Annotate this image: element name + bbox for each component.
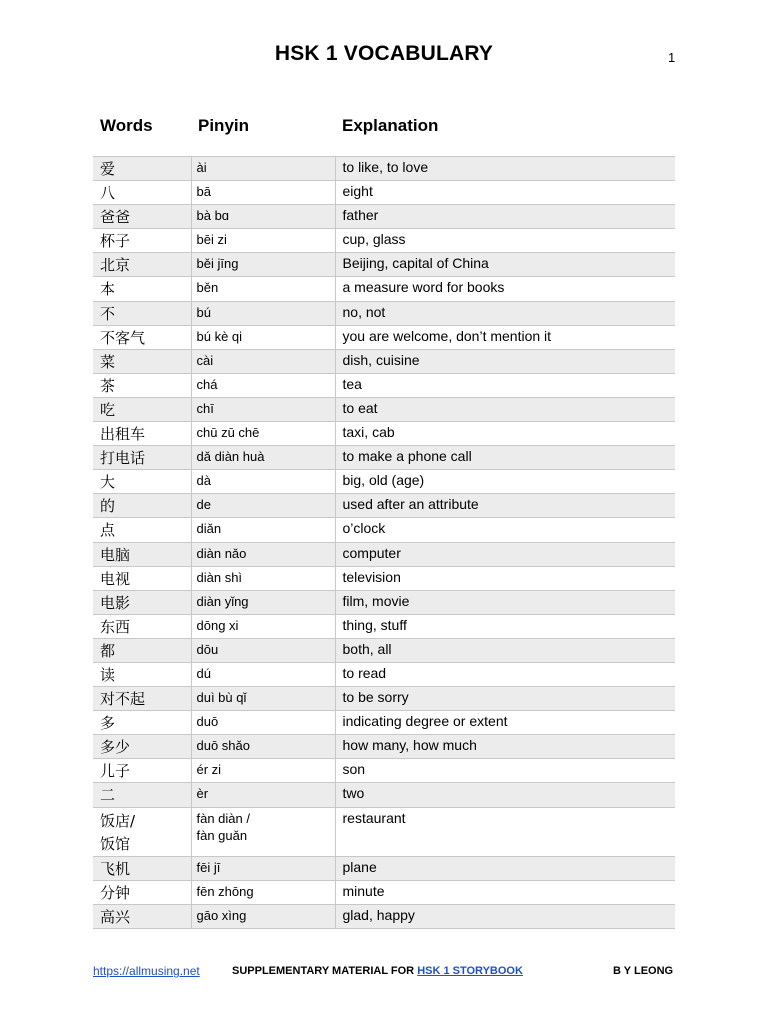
supplementary-note [232,965,523,977]
word-text: 儿子 [100,762,131,781]
word-text: 大 [100,473,116,492]
explanation-cell: tea [335,373,675,397]
pinyin-text: diàn yǐng [196,593,249,609]
explanation-cell: two [335,783,675,807]
explanation-cell: o’clock [335,518,675,542]
explanation-cell: no, not [335,301,675,325]
pinyin-text-line2: fàn guǎn [196,827,248,843]
word-cell [93,349,191,373]
word-text: 电视 [100,569,131,588]
word-text: 吃 [100,400,116,419]
pinyin-cell [191,229,335,253]
pinyin-cell [191,422,335,446]
word-cell [93,205,191,229]
table-row [93,542,675,566]
word-text-line2: 饭馆 [100,834,131,853]
pinyin-cell [191,349,335,373]
column-headers [0,116,768,138]
table-row [93,638,675,662]
pinyin-cell [191,711,335,735]
pinyin-cell [191,590,335,614]
word-cell [93,566,191,590]
table-row [93,518,675,542]
pinyin-cell [191,518,335,542]
word-cell [93,301,191,325]
supplementary-text: SUPPLEMENTARY MATERIAL FOR [232,965,415,977]
word-text: 八 [100,184,116,203]
pinyin-cell [191,783,335,807]
pinyin-cell [191,157,335,181]
word-cell [93,880,191,904]
pinyin-cell [191,856,335,880]
page-number: 1 [668,50,676,65]
table-row [93,325,675,349]
word-cell [93,253,191,277]
table-row [93,446,675,470]
word-text: 茶 [100,376,116,395]
pinyin-cell [191,253,335,277]
pinyin-cell [191,446,335,470]
pinyin-text: dǎ diàn huà [196,449,265,465]
word-cell [93,662,191,686]
word-text: 二 [100,786,116,805]
table-row [93,614,675,638]
explanation-cell: big, old (age) [335,470,675,494]
pinyin-text: fēi jī [196,859,221,875]
word-cell [93,181,191,205]
word-text: 多少 [100,738,131,757]
word-cell [93,470,191,494]
word-cell [93,904,191,928]
table-row [93,422,675,446]
word-cell [93,229,191,253]
pinyin-cell [191,638,335,662]
pinyin-text: dà [196,473,211,489]
vocabulary-table [93,156,675,929]
pinyin-text: duì bù qǐ [196,690,247,706]
table-row [93,735,675,759]
pinyin-cell [191,181,335,205]
pinyin-text: gāo xìng [196,907,247,923]
table-row [93,181,675,205]
explanation-cell: television [335,566,675,590]
pinyin-cell [191,542,335,566]
website-link[interactable]: https://allmusing.net [93,964,200,978]
word-text: 出租车 [100,425,146,444]
pinyin-text: bēi zi [196,232,227,248]
explanation-cell: thing, stuff [335,614,675,638]
pinyin-cell [191,494,335,518]
table-row [93,783,675,807]
pinyin-text: diàn shì [196,569,243,585]
pinyin-cell [191,373,335,397]
table-row [93,470,675,494]
pinyin-text: ài [196,160,207,175]
word-cell [93,759,191,783]
pinyin-cell [191,735,335,759]
pinyin-text: duō [196,714,219,730]
pinyin-cell [191,807,335,856]
pinyin-text: běi jīng [196,256,239,272]
pinyin-cell [191,397,335,421]
pinyin-text: dú [196,665,211,681]
explanation-cell: to make a phone call [335,446,675,470]
word-text: 都 [100,641,116,660]
pinyin-text: èr [196,786,209,802]
word-cell [93,856,191,880]
word-text: 高兴 [100,907,131,926]
table-row [93,687,675,711]
pinyin-cell [191,614,335,638]
word-text: 杯子 [100,232,131,251]
table-row [93,253,675,277]
explanation-cell: restaurant [335,807,675,856]
pinyin-text: bà bɑ [196,208,230,224]
table-row [93,904,675,928]
table-row [93,856,675,880]
table-row [93,301,675,325]
table-row [93,711,675,735]
storybook-link[interactable]: HSK 1 STORYBOOK [417,965,523,977]
word-text: 不客气 [100,328,146,347]
word-cell [93,325,191,349]
word-cell [93,373,191,397]
pinyin-text: chī [196,400,214,416]
header-words: Words [100,116,153,135]
word-text: 东西 [100,617,131,636]
explanation-cell: indicating degree or extent [335,711,675,735]
pinyin-text: fēn zhōng [196,883,254,899]
explanation-cell: cup, glass [335,229,675,253]
pinyin-cell [191,880,335,904]
explanation-cell: film, movie [335,590,675,614]
table-row [93,397,675,421]
pinyin-text: bú kè qi [196,328,243,344]
word-text: 的 [100,497,116,516]
explanation-cell: eight [335,181,675,205]
word-text: 对不起 [100,690,146,709]
pinyin-text: běn [196,280,219,296]
word-cell [93,277,191,301]
explanation-cell: minute [335,880,675,904]
pinyin-text: bā [196,184,211,200]
explanation-cell: dish, cuisine [335,349,675,373]
explanation-cell: taxi, cab [335,422,675,446]
word-text: 分钟 [100,883,131,902]
table-row [93,566,675,590]
word-cell [93,783,191,807]
word-text: 本 [100,280,116,299]
pinyin-cell [191,205,335,229]
footer [0,964,768,980]
word-text: 爸爸 [100,208,131,227]
table-row [93,277,675,301]
pinyin-text: cài [196,352,214,368]
explanation-cell: plane [335,856,675,880]
word-cell [93,446,191,470]
word-cell [93,157,191,181]
explanation-cell: both, all [335,638,675,662]
table-row [93,229,675,253]
pinyin-cell [191,325,335,349]
word-text: 飞机 [100,859,131,878]
page-title: HSK 1 VOCABULARY [274,42,494,65]
pinyin-text: chá [196,376,218,392]
pinyin-cell [191,759,335,783]
pinyin-cell [191,277,335,301]
explanation-cell: father [335,205,675,229]
pinyin-cell [191,662,335,686]
pinyin-cell [191,904,335,928]
header-explanation: Explanation [342,116,439,135]
word-cell [93,735,191,759]
word-cell [93,638,191,662]
author-name: B Y LEONG [613,965,674,977]
pinyin-cell [191,566,335,590]
word-text: 不 [100,304,116,323]
word-cell [93,711,191,735]
word-cell [93,807,191,856]
word-cell [93,590,191,614]
word-cell [93,614,191,638]
pinyin-text: chū zū chē [196,425,260,441]
table-row [93,590,675,614]
table-row [93,349,675,373]
pinyin-text: bú [196,304,211,320]
pinyin-text: ér zi [196,762,222,778]
pinyin-text: dōng xi [196,617,239,633]
word-cell [93,494,191,518]
table-row [93,494,675,518]
word-text: 打电话 [100,449,146,468]
word-text: 读 [100,665,116,684]
word-text: 菜 [100,352,116,371]
pinyin-cell [191,687,335,711]
pinyin-text: diàn nǎo [196,545,247,561]
explanation-cell: computer [335,542,675,566]
explanation-cell: to read [335,662,675,686]
word-cell [93,397,191,421]
table-row [93,662,675,686]
pinyin-text: duō shǎo [196,738,250,754]
pinyin-text: de [196,497,211,513]
word-text: 电脑 [100,545,131,564]
explanation-cell: son [335,759,675,783]
table-row [93,205,675,229]
explanation-cell: a measure word for books [335,277,675,301]
pinyin-cell [191,301,335,325]
word-text: 点 [100,521,116,540]
explanation-cell: Beijing, capital of China [335,253,675,277]
explanation-cell: to be sorry [335,687,675,711]
word-text: 饭店/ [100,811,136,830]
word-cell [93,687,191,711]
pinyin-text: dōu [196,641,219,657]
word-cell [93,422,191,446]
explanation-cell: to eat [335,397,675,421]
word-cell [93,518,191,542]
pinyin-text: fàn diàn / [196,810,250,826]
word-text: 多 [100,714,116,733]
explanation-cell: glad, happy [335,904,675,928]
table-row [93,373,675,397]
pinyin-cell [191,470,335,494]
explanation-cell: how many, how much [335,735,675,759]
explanation-cell: used after an attribute [335,494,675,518]
word-text: 北京 [100,256,131,275]
table-row [93,880,675,904]
word-cell [93,542,191,566]
table-row [93,759,675,783]
table-row [93,157,675,181]
explanation-cell: you are welcome, don’t mention it [335,325,675,349]
word-text: 爱 [100,160,116,178]
table-row [93,807,675,856]
word-text: 电影 [100,593,131,612]
explanation-cell: to like, to love [335,157,675,181]
header-pinyin: Pinyin [198,116,250,135]
pinyin-text: diǎn [196,521,222,537]
